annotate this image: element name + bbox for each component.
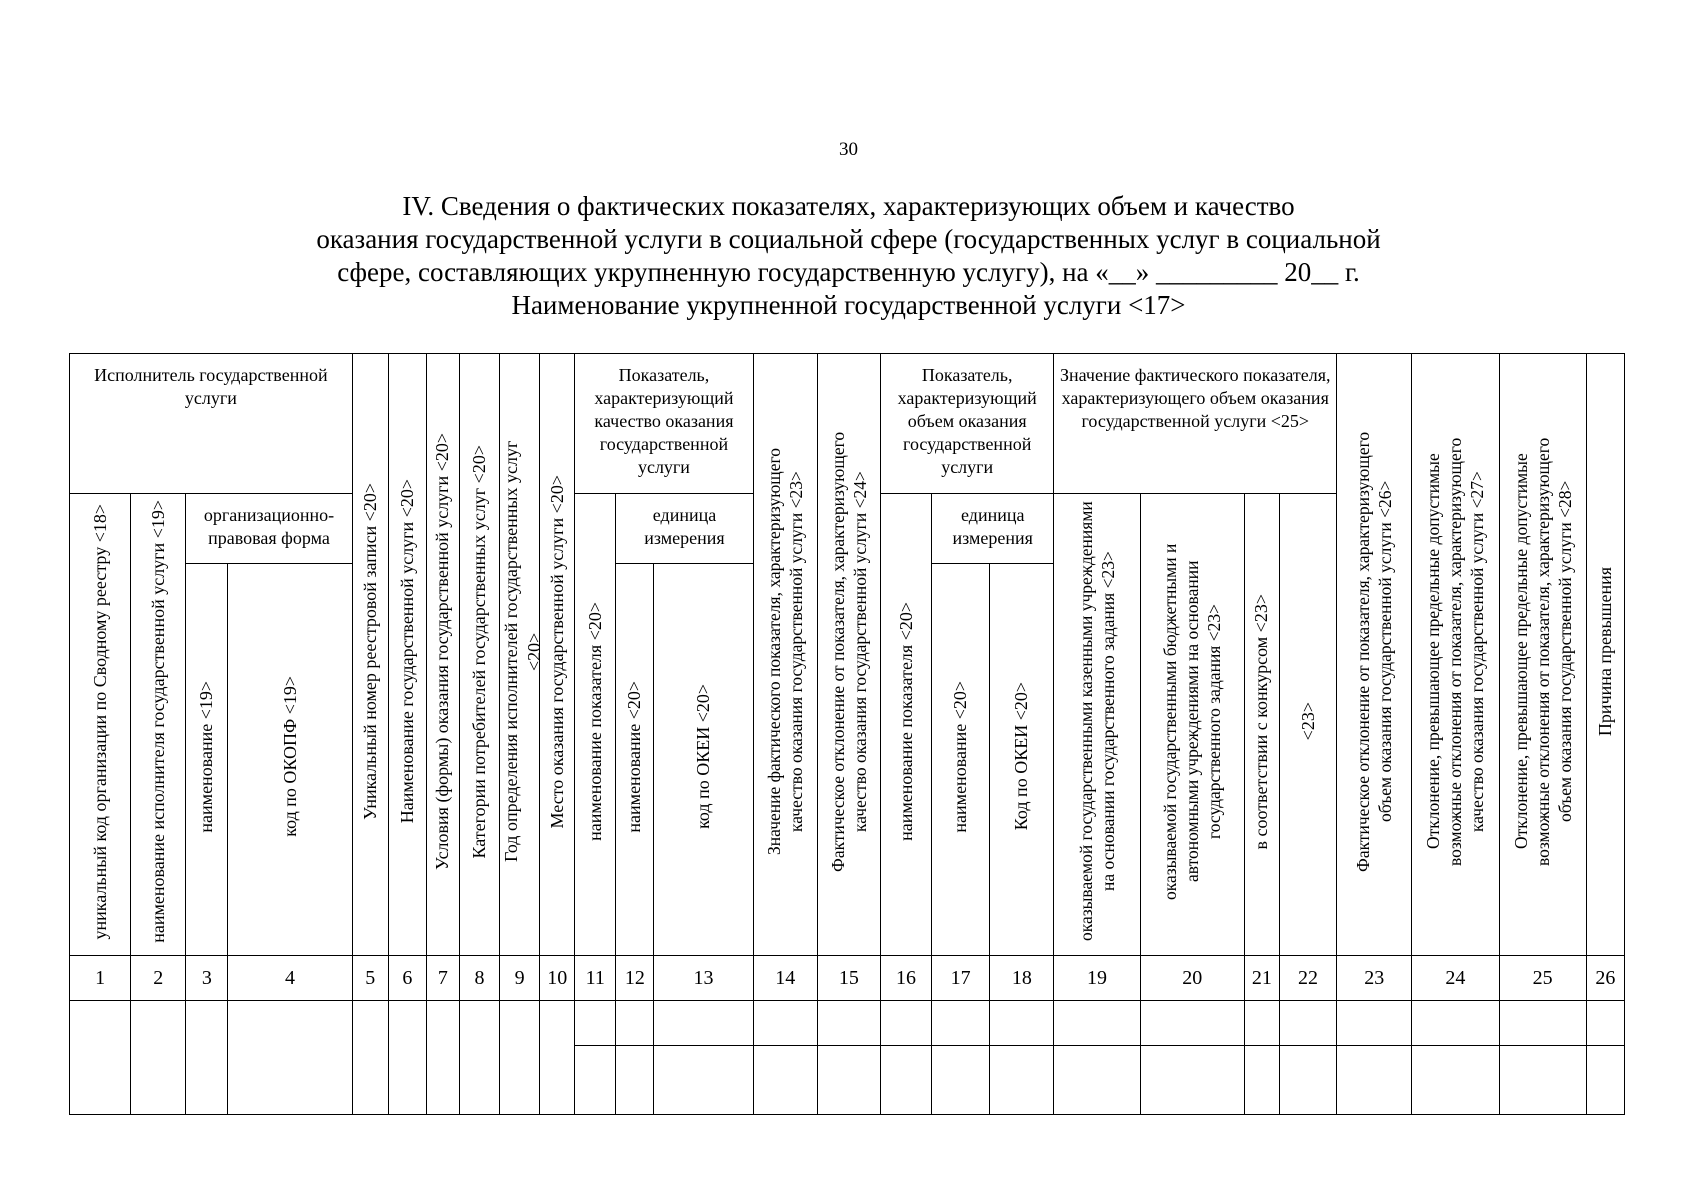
column-number: 22: [1279, 956, 1336, 1001]
header-col-19: оказываемой государственными казенными учреждениями на основании государственного задания <23>: [1054, 494, 1140, 956]
column-number: 6: [388, 956, 426, 1001]
title-line-3: сфере, составляющих укрупненную государственную услугу), на «__» _________ 20__ г.: [337, 257, 1360, 287]
table-cell: [880, 1046, 931, 1115]
column-number: 21: [1244, 956, 1279, 1001]
header-col-17: наименование <20>: [932, 563, 990, 955]
table-cell: [1054, 1046, 1140, 1115]
header-col-22: <23>: [1279, 494, 1336, 956]
table-cell: [70, 1001, 131, 1115]
page-number: 30: [839, 139, 858, 160]
column-number: 23: [1337, 956, 1412, 1001]
header-actual-volume-group: Значение фактического показателя, характеризующего объем оказания государственной услуги <25>: [1054, 354, 1337, 494]
header-col-9: Год определения исполнителей государственных услуг <20>: [500, 354, 540, 956]
header-unit-group-2: единица измерения: [932, 494, 1054, 564]
table-cell: [1337, 1046, 1412, 1115]
table-cell: [186, 1001, 228, 1115]
table-cell: [459, 1001, 499, 1115]
header-col-24: Отклонение, превышающее предельные допустимые возможные отклонения от показателя, характеризующего качество оказания государственной услуги <27>: [1412, 354, 1499, 956]
table-cell: [1279, 1046, 1336, 1115]
header-volume-group: Показатель, характеризующий объем оказания государственной услуги: [880, 354, 1053, 494]
table-cell: [500, 1001, 540, 1115]
header-col-12: наименование <20>: [616, 563, 654, 955]
column-number: 4: [228, 956, 352, 1001]
table-cell: [1140, 1046, 1244, 1115]
column-number: 10: [540, 956, 575, 1001]
header-col-5: Уникальный номер реестровой записи <20>: [352, 354, 388, 956]
table-cell: [817, 1046, 880, 1115]
table-cell: [1054, 1001, 1140, 1046]
column-number: 19: [1054, 956, 1140, 1001]
column-number: 5: [352, 956, 388, 1001]
header-col-2: наименование исполнителя государственной услуги <19>: [131, 494, 186, 956]
table-cell: [990, 1046, 1054, 1115]
column-number: 17: [932, 956, 990, 1001]
table-cell: [228, 1001, 352, 1115]
table-cell: [817, 1001, 880, 1046]
header-col-15: Фактическое отклонение от показателя, характеризующего качество оказания государственной услуги <24>: [817, 354, 880, 956]
table-cell: [540, 1001, 575, 1115]
header-col-18: Код по ОКЕИ <20>: [990, 563, 1054, 955]
header-col-1: уникальный код организации по Сводному реестру <18>: [70, 494, 131, 956]
column-number: 12: [616, 956, 654, 1001]
table-cell: [616, 1046, 654, 1115]
column-number: 7: [426, 956, 459, 1001]
table-cell: [1499, 1001, 1586, 1046]
header-col-10: Место оказания государственной услуги <20>: [540, 354, 575, 956]
table-cell: [616, 1001, 654, 1046]
table-cell: [654, 1001, 753, 1046]
table-cell: [990, 1001, 1054, 1046]
column-number: 24: [1412, 956, 1499, 1001]
column-number: 2: [131, 956, 186, 1001]
column-number: 25: [1499, 956, 1586, 1001]
header-col-6: Наименование государственной услуги <20>: [388, 354, 426, 956]
header-col-8: Категории потребителей государственных услуг <20>: [459, 354, 499, 956]
table-cell: [932, 1046, 990, 1115]
table-cell: [426, 1001, 459, 1115]
header-col-7: Условия (формы) оказания государственной услуги <20>: [426, 354, 459, 956]
table-cell: [932, 1001, 990, 1046]
header-col-21: в соответствии с конкурсом <23>: [1244, 494, 1279, 956]
header-col-13: код по ОКЕИ <20>: [654, 563, 753, 955]
title-line-1: IV. Сведения о фактических показателях, характеризующих объем и качество: [402, 191, 1295, 221]
column-number: 3: [186, 956, 228, 1001]
table-cell: [1586, 1001, 1624, 1046]
column-number: 18: [990, 956, 1054, 1001]
table-cell: [1412, 1001, 1499, 1046]
table-row: [70, 1001, 1625, 1046]
table-cell: [575, 1046, 616, 1115]
table-cell: [654, 1046, 753, 1115]
header-col-14: Значение фактического показателя, характеризующего качество оказания государственной услуги <23>: [753, 354, 817, 956]
header-col-3: наименование <19>: [186, 563, 228, 955]
table-cell: [1140, 1001, 1244, 1046]
report-table: [69, 353, 1625, 1115]
column-number: 14: [753, 956, 817, 1001]
column-number: 15: [817, 956, 880, 1001]
column-number: 13: [654, 956, 753, 1001]
title-line-4: Наименование укрупненной государственной услуги <17>: [511, 290, 1186, 320]
header-col-26: Причина превышения: [1586, 354, 1624, 956]
table-cell: [575, 1001, 616, 1046]
column-numbers-row: [70, 956, 1625, 1001]
header-executor-group: Исполнитель государственной услуги: [70, 354, 353, 494]
column-number: 8: [459, 956, 499, 1001]
table-cell: [880, 1001, 931, 1046]
header-org-form-group: организационно-правовая форма: [186, 494, 352, 564]
table-cell: [1244, 1001, 1279, 1046]
table-cell: [1279, 1001, 1336, 1046]
table-cell: [1244, 1046, 1279, 1115]
header-unit-group-1: единица измерения: [616, 494, 753, 564]
column-number: 9: [500, 956, 540, 1001]
table-cell: [1337, 1001, 1412, 1046]
column-number: 16: [880, 956, 931, 1001]
column-number: 1: [70, 956, 131, 1001]
table-cell: [1412, 1046, 1499, 1115]
table-cell: [352, 1001, 388, 1115]
column-number: 11: [575, 956, 616, 1001]
report-title: [0, 190, 1697, 322]
table-cell: [753, 1046, 817, 1115]
header-col-25: Отклонение, превышающее предельные допустимые возможные отклонения от показателя, характеризующего объем оказания государственной услуги <28>: [1499, 354, 1586, 956]
column-number: 26: [1586, 956, 1624, 1001]
header-quality-group: Показатель, характеризующий качество оказания государственной услуги: [575, 354, 753, 494]
table-cell: [1586, 1046, 1624, 1115]
column-number: 20: [1140, 956, 1244, 1001]
table-cell: [1499, 1046, 1586, 1115]
header-col-23: Фактическое отклонение от показателя, характеризующего объем оказания государственной услуги <26>: [1337, 354, 1412, 956]
header-col-20: оказываемой государственными бюджетными и автономными учреждениями на основании государственного задания <23>: [1140, 494, 1244, 956]
header-col-11: наименование показателя <20>: [575, 494, 616, 956]
header-col-16: наименование показателя <20>: [880, 494, 931, 956]
table-cell: [753, 1001, 817, 1046]
table-cell: [388, 1001, 426, 1115]
header-col-4: код по ОКОПФ <19>: [228, 563, 352, 955]
title-line-2: оказания государственной услуги в социальной сфере (государственных услуг в социальной: [316, 224, 1381, 254]
table-cell: [131, 1001, 186, 1115]
